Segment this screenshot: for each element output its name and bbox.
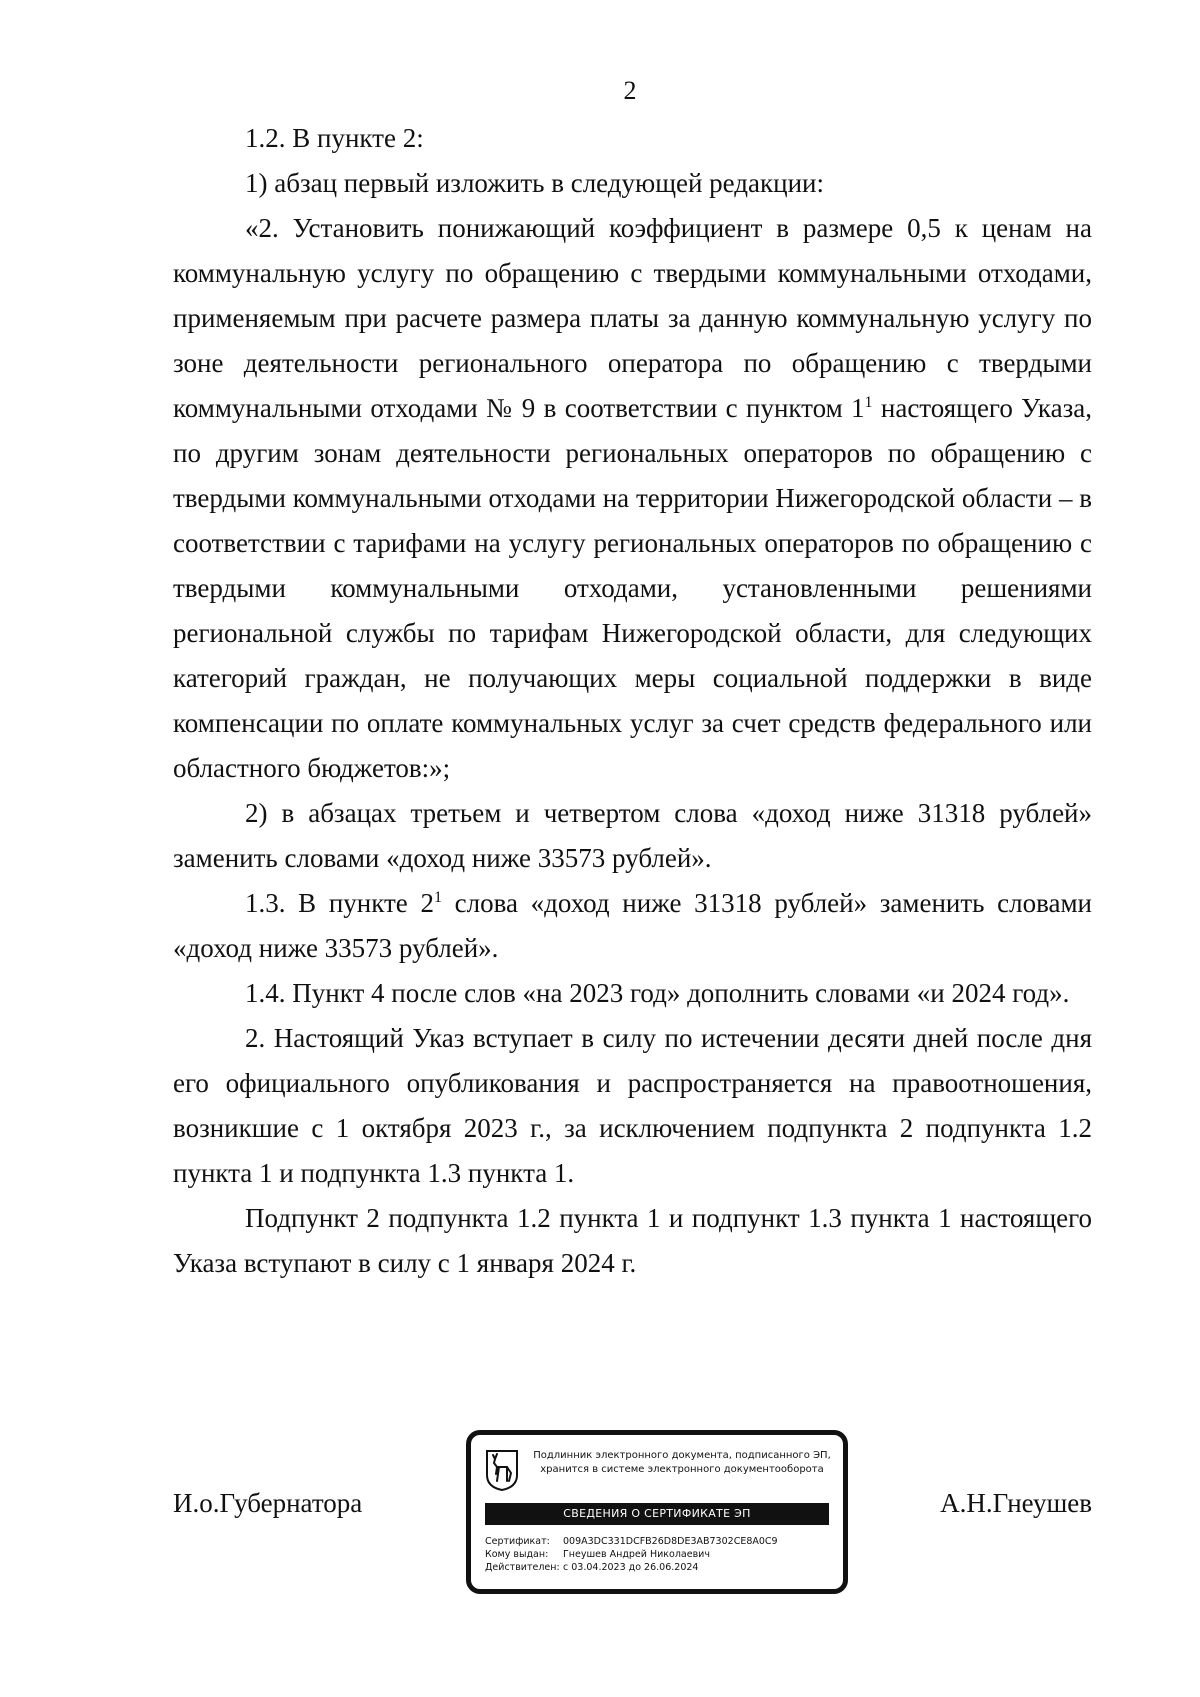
paragraph-text-part: «2. Установить понижающий коэффициент в размере 0,5 к ценам на коммунальную услугу по обращению с твердыми коммунальными отходами, применяемым при расчете размера платы за данную коммунальную услугу по зоне деятельности регионального оператора по обращению с твердыми коммунальными отходами № 9 в соответствии с пунктом 1 xyxy=(173,213,1092,423)
stamp-band-title: СВЕДЕНИЯ О СЕРТИФИКАТЕ ЭП xyxy=(485,1503,829,1525)
paragraph-1-2-2: 2) в абзацах третьем и четвертом слова «доход ниже 31318 рублей» заменить словами «доход ниже 33573 рублей». xyxy=(173,798,1092,873)
issued-to-value: Гнеушев Андрей Николаевич xyxy=(563,1549,710,1560)
validity-value: с 03.04.2023 до 26.06.2024 xyxy=(563,1562,699,1573)
paragraph-2: 2. Настоящий Указ вступает в силу по истечении десяти дней после дня его официального опубликования и распространяется на правоотношения, возникшие с 1 октября 2023 г., за исключением подпункта 2 подпункта 1.2 пункта 1 и подпункта 1.3 пункта 1. xyxy=(173,1023,1092,1188)
paragraph-text-part: слова «доход ниже 31318 рублей» заменить словами «доход ниже 33573 рублей». xyxy=(173,888,1093,963)
paragraph-1-2: 1.2. В пункте 2: xyxy=(245,123,424,153)
paragraph-text-part: 1.3. В пункте 2 xyxy=(245,888,434,918)
issued-to-row xyxy=(485,1548,835,1561)
paragraph-2-exception: Подпункт 2 подпункта 1.2 пункта 1 и подпункт 1.3 пункта 1 настоящего Указа вступают в силу с 1 января 2024 г. xyxy=(173,1203,1092,1278)
superscript: 1 xyxy=(864,394,873,411)
paragraph-1-2-1: 1) абзац первый изложить в следующей редакции: xyxy=(245,168,824,198)
stamp-note-line: хранится в системе электронного документооборота xyxy=(540,1464,824,1475)
nizhny-novgorod-deer-emblem-icon xyxy=(485,1449,519,1491)
validity-row xyxy=(485,1561,835,1574)
validity-label: Действителен: xyxy=(485,1562,560,1573)
paragraph-1-4: 1.4. Пункт 4 после слов «на 2023 год» дополнить словами «и 2024 год». xyxy=(245,978,1070,1008)
document-body xyxy=(173,116,1092,1286)
signatory-name: А.Н.Гнеушев xyxy=(940,1488,1092,1518)
certificate-row xyxy=(485,1535,835,1548)
electronic-signature-stamp xyxy=(466,1430,848,1594)
paragraph-text-part: настоящего Указа, по другим зонам деятельности региональных операторов по обращению с твердыми коммунальными отходами на территории Нижегородской области – в соответствии с тарифами на услугу региональных операторов по обращению с твердыми коммунальными отходами, установленными решениями региональной службы по тарифам Нижегородской области, для следующих категорий граждан, не получающих меры социальной поддержки в виде компенсации по оплате коммунальных услуг за счет средств федерального или областного бюджетов:»; xyxy=(173,393,1093,783)
signatory-position: И.о.Губернатора xyxy=(173,1488,363,1518)
superscript: 1 xyxy=(433,889,442,906)
paragraph-new-point-2 xyxy=(173,206,1092,791)
stamp-note xyxy=(527,1449,837,1477)
paragraph-1-3 xyxy=(173,881,1092,971)
certificate-label: Сертификат: xyxy=(485,1536,550,1547)
stamp-note-line: Подлинник электронного документа, подписанного ЭП, xyxy=(533,1450,831,1461)
certificate-value: 009A3DC331DCFB26D8DE3AB7302CE8A0C9 xyxy=(563,1536,778,1547)
issued-to-label: Кому выдан: xyxy=(485,1549,549,1560)
certificate-details xyxy=(485,1535,835,1574)
page-number: 2 xyxy=(623,76,637,105)
